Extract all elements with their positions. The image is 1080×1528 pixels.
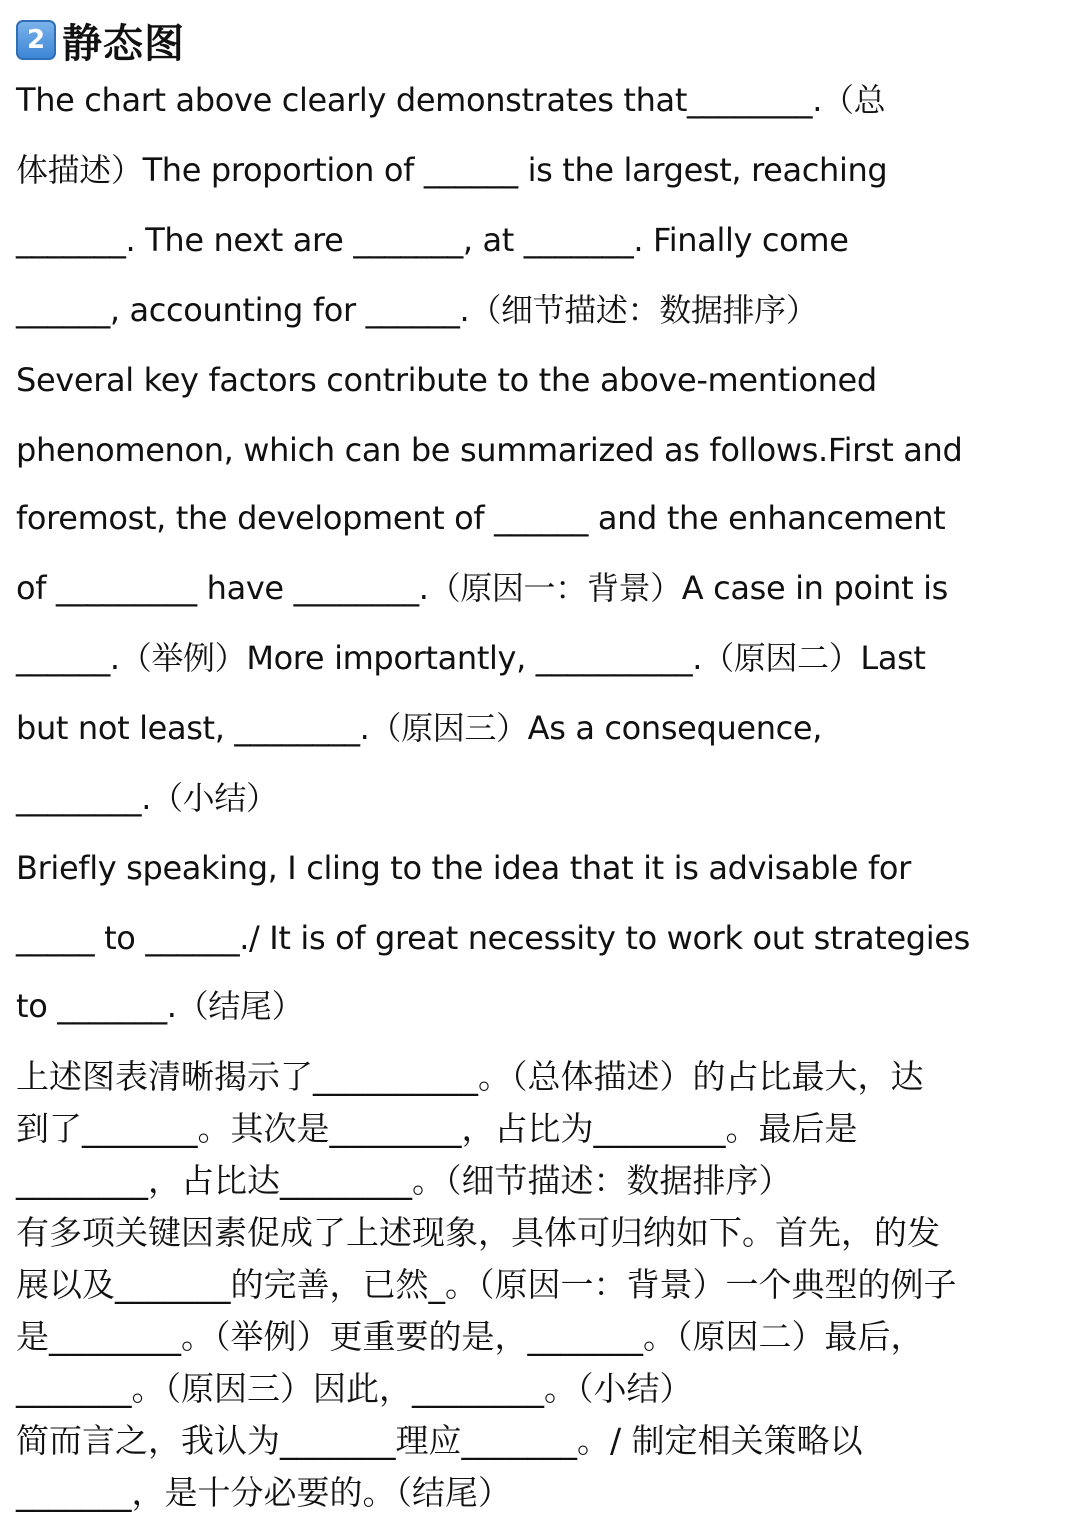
english-line: to _______.（结尾） [16, 987, 304, 1025]
chinese-line: _______，是十分必要的。（结尾） [16, 1473, 511, 1512]
english-line: of _________ have ________.（原因一：背景）A case in point is [16, 569, 948, 607]
chinese-line: 上述图表清晰揭示了__________。（总体描述）的占比最大，达 [16, 1057, 924, 1096]
number-two-badge-icon: 2 [16, 20, 56, 60]
english-line: _____ to ______./ It is of great necessity to work out strategies [16, 919, 970, 957]
chinese-line: 有多项关键因素促成了上述现象，具体可归纳如下。首先，的发 [16, 1213, 940, 1252]
section-title [16, 14, 185, 66]
page-title: 静态图 [62, 20, 185, 67]
chinese-line: 展以及_______的完善，已然_。（原因一：背景）一个典型的例子 [16, 1265, 957, 1304]
chinese-line: _______。（原因三）因此，________。（小结） [16, 1369, 693, 1408]
english-line: but not least, ________.（原因三）As a consequence, [16, 709, 823, 747]
english-line: ________.（小结） [16, 779, 278, 817]
english-line: Several key factors contribute to the above-mentioned [16, 361, 877, 399]
chinese-line: 简而言之，我认为_______理应_______。/ 制定相关策略以 [16, 1421, 863, 1460]
english-line: Briefly speaking, I cling to the idea that it is advisable for [16, 849, 911, 887]
english-line: _______. The next are _______, at _______. Finally come [16, 221, 849, 259]
chinese-line: 是________。（举例）更重要的是，_______。（原因二）最后， [16, 1317, 924, 1356]
english-line: foremost, the development of ______ and the enhancement [16, 499, 946, 537]
english-line: ______, accounting for ______.（细节描述：数据排序） [16, 291, 818, 329]
english-line: ______.（举例）More importantly, __________.（原因二）Last [16, 639, 926, 677]
english-line: The chart above clearly demonstrates that________.（总 [16, 81, 886, 119]
chinese-line: 到了_______。其次是________，占比为________。最后是 [16, 1109, 858, 1148]
english-line: phenomenon, which can be summarized as follows.First and [16, 431, 963, 469]
english-line: 体描述）The proportion of ______ is the largest, reaching [16, 151, 888, 189]
chinese-line: ________，占比达________。（细节描述：数据排序） [16, 1161, 792, 1200]
